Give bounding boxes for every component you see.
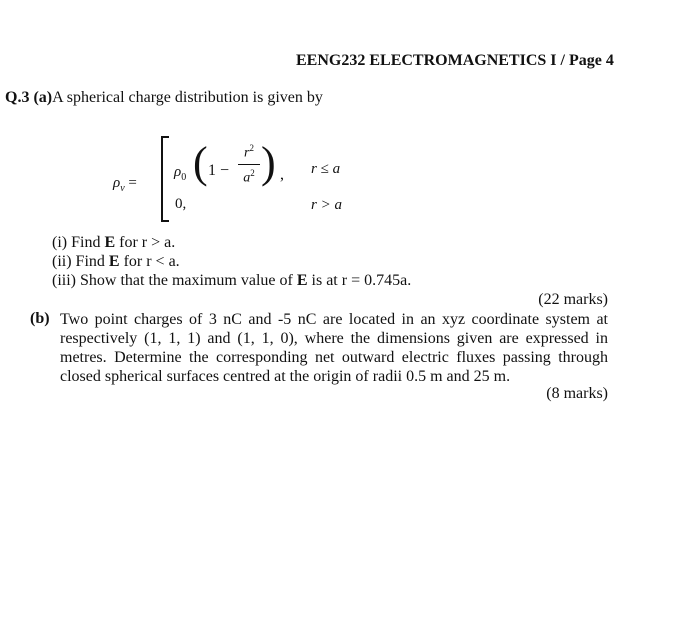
part-a-item: (ii) Find E for r < a. [52,253,180,270]
part-b-label: (b) [30,310,50,327]
case2-condition: r > a [311,197,342,213]
r-squared-over-a-squared [238,144,260,185]
left-bracket [161,136,169,222]
rho0-subscript: 0 [181,172,187,183]
part-b-marks: (8 marks) [546,385,608,402]
one-minus: 1 − [208,162,230,179]
case2-value: 0, [175,196,187,212]
rho0-symbol: ρ [174,164,182,180]
open-paren: ( [193,138,208,187]
equals-sign: = [128,175,137,191]
part-a-item: (iii) Show that the maximum value of E is at r = 0.745a. [52,272,412,289]
part-b-text: Two point charges of 3 nC and -5 nC are located in an xyz coordinate system at respectively (1, 1, 1) and (1, 1, 0), where the dimensions given are expressed in metres. Determine the corresponding net outward electric fluxes passing through closed spherical surfaces centred at the origin of radii 0.5 m and 25 m. [60,311,608,385]
case1-comma: , [280,166,284,183]
rho-symbol: ρ [113,175,121,191]
fraction-numerator: $r^2$ [244,143,254,161]
close-paren: ) [261,138,276,187]
fraction-denominator: $a^2$ [243,167,255,186]
page-header: EENG232 ELECTROMAGNETICS I / Page 4 [296,52,614,69]
case1-coefficient [174,164,186,183]
part-a-label: (a) [33,89,53,106]
question-number: Q.3 [5,89,30,106]
part-a-item: (i) Find E for r > a. [52,234,176,251]
rho-subscript: v [120,183,125,194]
equation-lhs [113,175,137,194]
case1-condition: r ≤ a [311,161,341,177]
question-heading [5,89,323,107]
question-intro: A spherical charge distribution is given by [52,89,323,106]
part-a-marks: (22 marks) [538,291,608,308]
